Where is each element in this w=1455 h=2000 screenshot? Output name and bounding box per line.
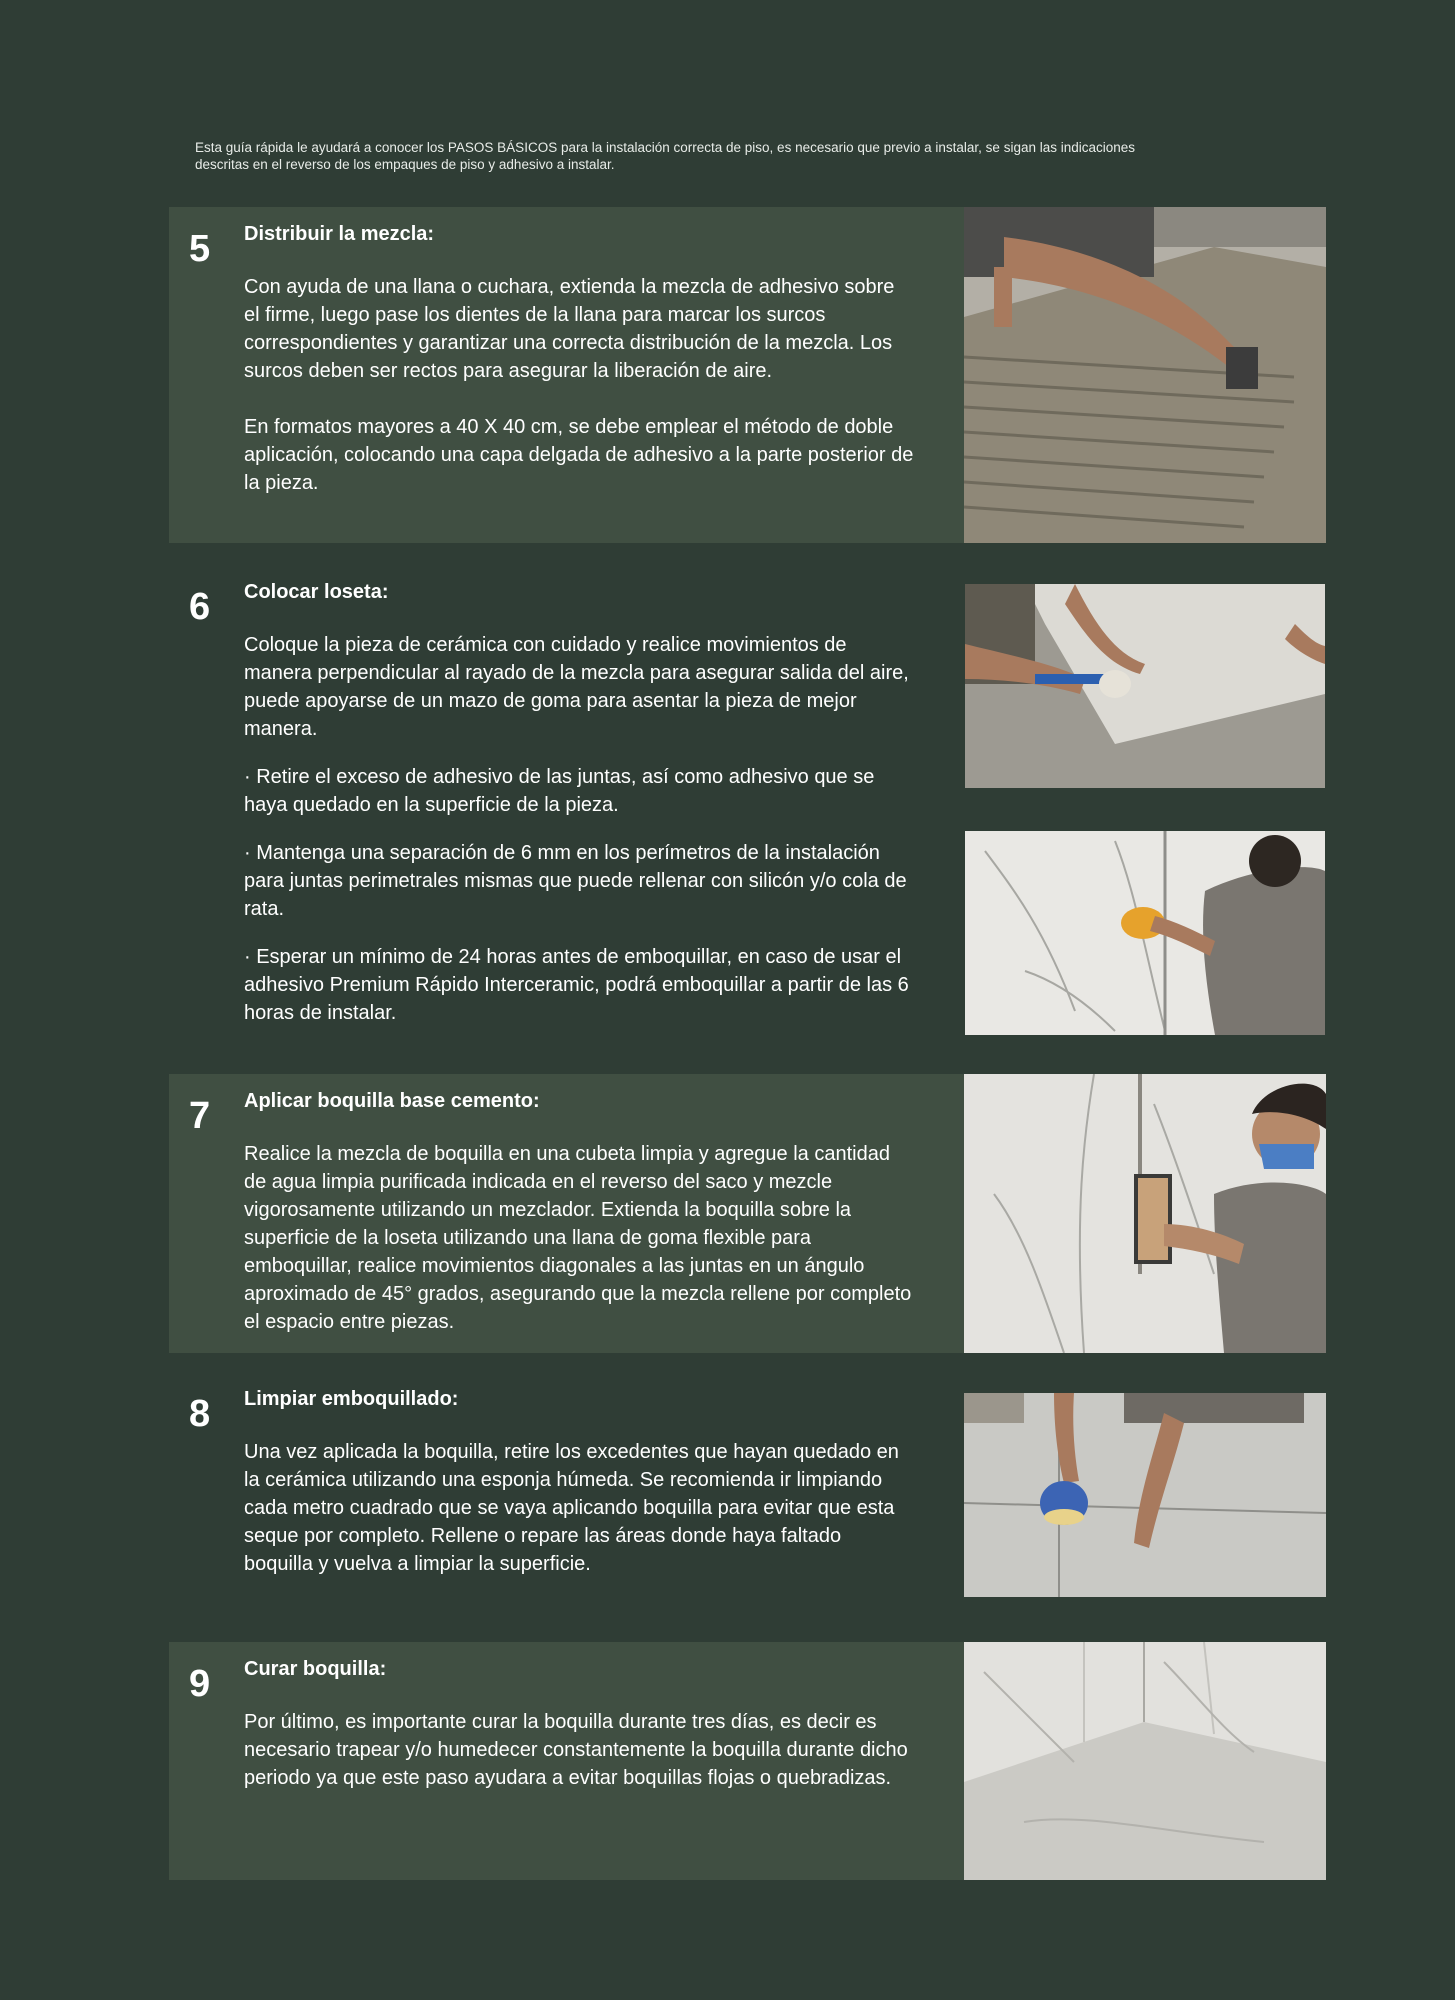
step-paragraph: Realice la mezcla de boquilla en una cubeta limpia y agregue la cantidad de agua limpia purificada indicada en el reverso del saco y mezcle vigorosamente utilizando un mezclador. Extienda la boquilla sobre la superficie de la loseta utilizando una llana de goma flexible para emboquillar, realice movimientos diagonales a las juntas en un ángulo aproximado de 45° grados, asegurando que la mezcla rellene por completo el espacio entre piezas.	[244, 1143, 912, 1333]
step-title: Curar boquilla:	[244, 1658, 387, 1680]
step-title: Limpiar emboquillado:	[244, 1388, 459, 1410]
step-paragraph: Por último, es importante curar la boquilla durante tres días, es decir es necesario trapear y/o humedecer constantemente la boquilla durante dicho periodo ya que este paso ayudara a evitar boquillas flojas o quebradizas.	[244, 1711, 908, 1789]
intro-text: Esta guía rápida le ayudará a conocer los PASOS BÁSICOS para la instalación correcta de piso, es necesario que previo a instalar, se sigan las indicaciones descritas en el reverso de los empaques de piso y adhesivo a instalar.	[195, 140, 1136, 172]
step-paragraph: · Esperar un mínimo de 24 horas antes de emboquillar, en caso de usar el adhesivo Premium Rápido Interceramic, podrá emboquillar a partir de las 6 horas de instalar.	[244, 946, 909, 1024]
step-number: 9	[189, 1663, 211, 1705]
photo-cleaning-joints	[965, 831, 1325, 1035]
step-number: 6	[189, 586, 211, 628]
step-number: 7	[189, 1095, 211, 1137]
photo-finished-floor	[964, 1642, 1326, 1880]
step-paragraph: · Mantenga una separación de 6 mm en los perímetros de la instalación para juntas perimetrales mismas que puede rellenar con silicón y/o cola de rata.	[244, 842, 907, 920]
step-title: Aplicar boquilla base cemento:	[244, 1090, 540, 1112]
step-number: 8	[189, 1393, 211, 1435]
step-title: Colocar loseta:	[244, 581, 389, 603]
step-paragraph: En formatos mayores a 40 X 40 cm, se debe emplear el método de doble aplicación, colocando una capa delgada de adhesivo a la parte posterior de la pieza.	[244, 416, 914, 494]
step-paragraph: · Retire el exceso de adhesivo de las juntas, así como adhesivo que se haya quedado en la superficie de la pieza.	[244, 766, 875, 816]
step-number: 5	[189, 228, 211, 270]
step-paragraph: Con ayuda de una llana o cuchara, extienda la mezcla de adhesivo sobre el firme, luego pase los dientes de la llana para marcar los surcos correspondientes y garantizar una correcta distribución de la mezcla. Los surcos deben ser rectos para asegurar la liberación de aire.	[244, 276, 895, 382]
step-paragraph: Coloque la pieza de cerámica con cuidado y realice movimientos de manera perpendicular al rayado de la mezcla para asegurar salida del aire, puede apoyarse de un mazo de goma para asentar la pieza de mejor manera.	[244, 634, 909, 740]
photo-spreading-adhesive	[964, 207, 1326, 543]
step-paragraph: Una vez aplicada la boquilla, retire los excedentes que hayan quedado en la cerámica utilizando una esponja húmeda. Se recomienda ir limpiando cada metro cuadrado que se vaya aplicando boquilla para evitar que esta seque por completo. Rellene o repare las áreas donde haya faltado boquilla y vuelva a limpiar la superficie.	[244, 1441, 899, 1575]
photo-placing-tile	[965, 584, 1325, 788]
step-title: Distribuir la mezcla:	[244, 223, 435, 245]
photo-applying-grout	[964, 1074, 1326, 1353]
photo-cleaning-grout	[964, 1393, 1326, 1597]
